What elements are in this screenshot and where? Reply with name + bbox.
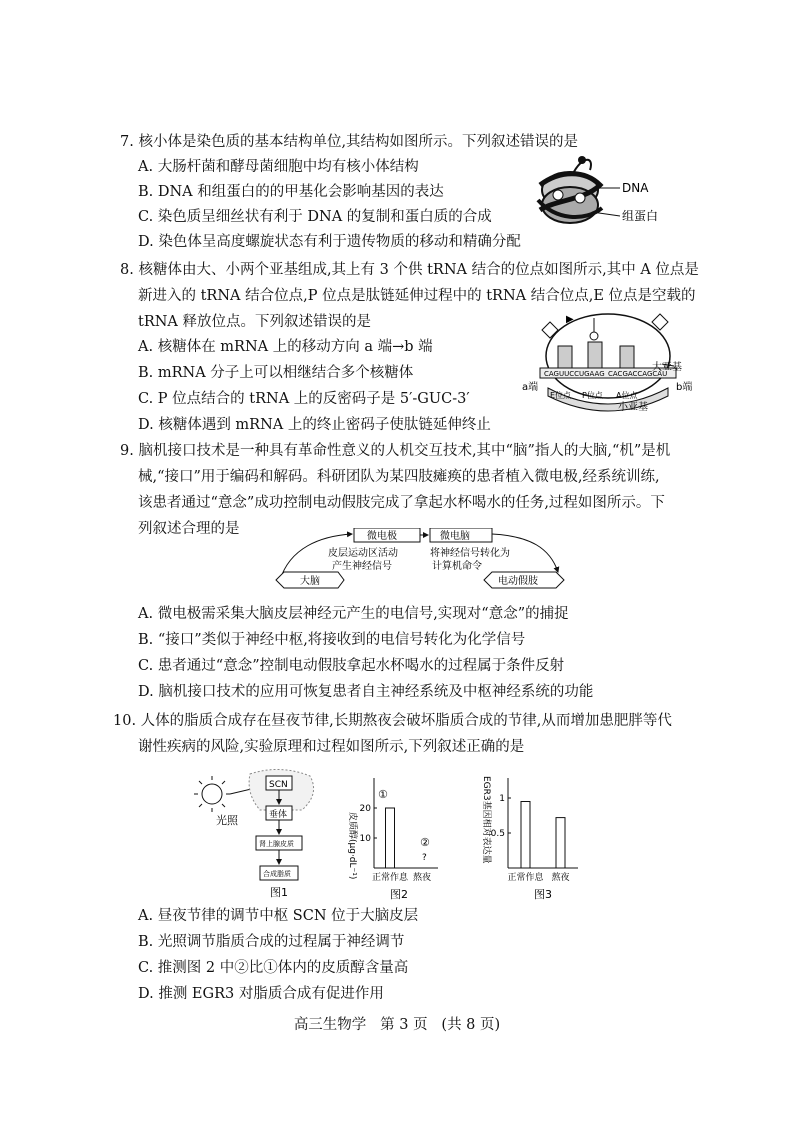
- figure-2-chart: [338, 772, 448, 902]
- q10-stem-line-2: 谢性疾病的风险,实验原理和过程如图所示,下列叙述正确的是: [138, 739, 525, 755]
- e-site-label: E位点: [550, 391, 572, 400]
- q10-option-a: A. 昼夜节律的调节中枢 SCN 位于大脑皮层: [138, 908, 419, 924]
- q7-stem: 7. 核小体是染色质的基本结构单位,其结构如图所示。下列叙述错误的是: [120, 134, 579, 150]
- bci-flow-figure: [270, 528, 570, 598]
- fig2-ytick-label-1: 20: [359, 804, 371, 814]
- q10-option-d: D. 推测 EGR3 对脂质合成有促进作用: [138, 986, 384, 1002]
- fig3-xtick-label-0: 正常作息: [507, 873, 544, 883]
- a-end-label: a端: [522, 382, 539, 393]
- pituitary-box: 垂体: [269, 810, 288, 820]
- fig2-question: ?: [422, 853, 427, 863]
- q8-option-a: A. 核糖体在 mRNA 上的移动方向 a 端→b 端: [138, 339, 433, 355]
- a-site-label: A位点: [616, 391, 638, 400]
- cortex-text-2: 产生神经信号: [332, 561, 392, 572]
- q7-option-a: A. 大肠杆菌和酵母菌细胞中均有核小体结构: [138, 159, 419, 175]
- p-site-label: P位点: [582, 391, 603, 400]
- q9-option-d: D. 脑机接口技术的应用可恢复患者自主神经系统及中枢神经系统的功能: [138, 684, 594, 700]
- q10-stem-line-1: 10. 人体的脂质合成存在昼夜节律,长期熬夜会破坏脂质合成的节律,从而增加患肥胖等代: [113, 713, 672, 729]
- figure-3-chart: [478, 772, 588, 902]
- convert-text-2: 计算机命令: [432, 561, 482, 572]
- q10-option-c: C. 推测图 2 中②比①体内的皮质醇含量高: [138, 960, 409, 976]
- fig2-ylabel: 皮质醇(μg·dL⁻¹): [347, 812, 357, 880]
- fig3-ylabel: EGR3基因相对表达量: [481, 776, 491, 864]
- q8-option-b: B. mRNA 分子上可以相继结合多个核糖体: [138, 365, 414, 381]
- q9-stem-line-1: 9. 脑机接口技术是一种具有革命性意义的人机交互技术,其中“脑”指人的大脑,“机”是机: [120, 443, 671, 459]
- fig3-ytick-label-1: 1: [499, 794, 505, 804]
- q8-option-c: C. P 位点结合的 tRNA 上的反密码子是 5′-GUC-3′: [138, 391, 470, 407]
- figure-2-caption: 图2: [390, 888, 408, 901]
- q10-option-b: B. 光照调节脂质合成的过程属于神经调节: [138, 934, 405, 950]
- q7-option-d: D. 染色体呈高度螺旋状态有利于遗传物质的移动和精确分配: [138, 234, 521, 250]
- b-end-label: b端: [676, 382, 693, 393]
- adrenal-box: 肾上腺皮质: [259, 840, 294, 848]
- fig3-plot-area: [491, 778, 578, 883]
- q8-stem-line-2: 新进入的 tRNA 结合位点,P 位点是肽链延伸过程中的 tRNA 结合位点,E 位点是空载的: [138, 288, 696, 304]
- computer-box: 微电脑: [440, 531, 470, 542]
- q9-option-b: B. “接口”类似于神经中枢,将接收到的电信号转化为化学信号: [138, 632, 526, 648]
- nucleosome-figure: [530, 150, 670, 230]
- cortex-text-1: 皮层运动区活动: [328, 548, 398, 559]
- q9-stem-line-3: 该患者通过“意念”成功控制电动假肢完成了拿起水杯喝水的任务,过程如图所示。下: [138, 495, 665, 511]
- fig3-bar-0: [521, 802, 530, 869]
- scn-box: SCN: [269, 780, 288, 790]
- q9-option-c: C. 患者通过“意念”控制电动假肢拿起水杯喝水的过程属于条件反射: [138, 658, 565, 674]
- q8-stem-line-1: 8. 核糖体由大、小两个亚基组成,其上有 3 个供 tRNA 结合的位点如图所示,其中 A 位点是: [120, 262, 699, 278]
- convert-text-1: 将神经信号转化为: [430, 548, 510, 559]
- dna-label: DNA: [622, 181, 649, 195]
- mrna-codons-right: CACGACCAGCAU: [608, 370, 668, 378]
- fig2-plot-area: [360, 778, 438, 883]
- q8-stem-line-3: tRNA 释放位点。下列叙述错误的是: [138, 314, 372, 330]
- page-footer: 高三生物学 第 3 页 (共 8 页): [293, 1017, 501, 1033]
- q7-option-b: B. DNA 和组蛋白的的甲基化会影响基因的表达: [138, 184, 444, 200]
- light-label: 光照: [216, 814, 238, 827]
- fig2-xtick-label-1: 熬夜: [412, 873, 432, 883]
- fig2-mark-1: ①: [378, 788, 388, 801]
- electrode-box: 微电极: [367, 531, 397, 542]
- svg-text:▶: ▶: [566, 314, 574, 325]
- q9-stem-line-2: 械,“接口”用于编码和解码。科研团队为某四肢瘫痪的患者植入微电极,经系统训练,: [138, 469, 660, 485]
- fig2-ytick-label-0: 10: [359, 834, 371, 844]
- prosthesis-box: 电动假肢: [498, 576, 538, 587]
- mrna-codons: CAGUUCCUGAAG: [544, 370, 605, 378]
- large-subunit-label: 大亚基: [652, 362, 682, 373]
- figure-1-caption: 图1: [270, 886, 288, 899]
- fig2-bar-0: [386, 808, 395, 868]
- q7-option-c: C. 染色质呈细丝状有利于 DNA 的复制和蛋白质的合成: [138, 209, 492, 225]
- ribosome-figure: [522, 308, 702, 418]
- q9-stem-line-4: 列叙述合理的是: [138, 521, 240, 537]
- fig2-mark-2: ②: [420, 836, 430, 849]
- brain-box: 大脑: [300, 576, 320, 587]
- histone-label: 组蛋白: [622, 209, 659, 223]
- figure-3-caption: 图3: [534, 888, 552, 901]
- fig3-xtick-label-1: 熬夜: [551, 873, 570, 883]
- synthesis-box: 合成脂质: [263, 870, 291, 878]
- fig3-bar-1: [556, 818, 565, 868]
- fig3-ytick-label-0: 0.5: [490, 829, 505, 839]
- small-subunit-label: 小亚基: [618, 402, 648, 413]
- q8-option-d: D. 核糖体遇到 mRNA 上的终止密码子使肽链延伸终止: [138, 417, 491, 433]
- q9-option-a: A. 微电极需采集大脑皮层神经元产生的电信号,实现对“意念”的捕捉: [138, 606, 569, 622]
- figure-1-pathway: [190, 764, 330, 904]
- fig2-xtick-label-0: 正常作息: [371, 873, 409, 883]
